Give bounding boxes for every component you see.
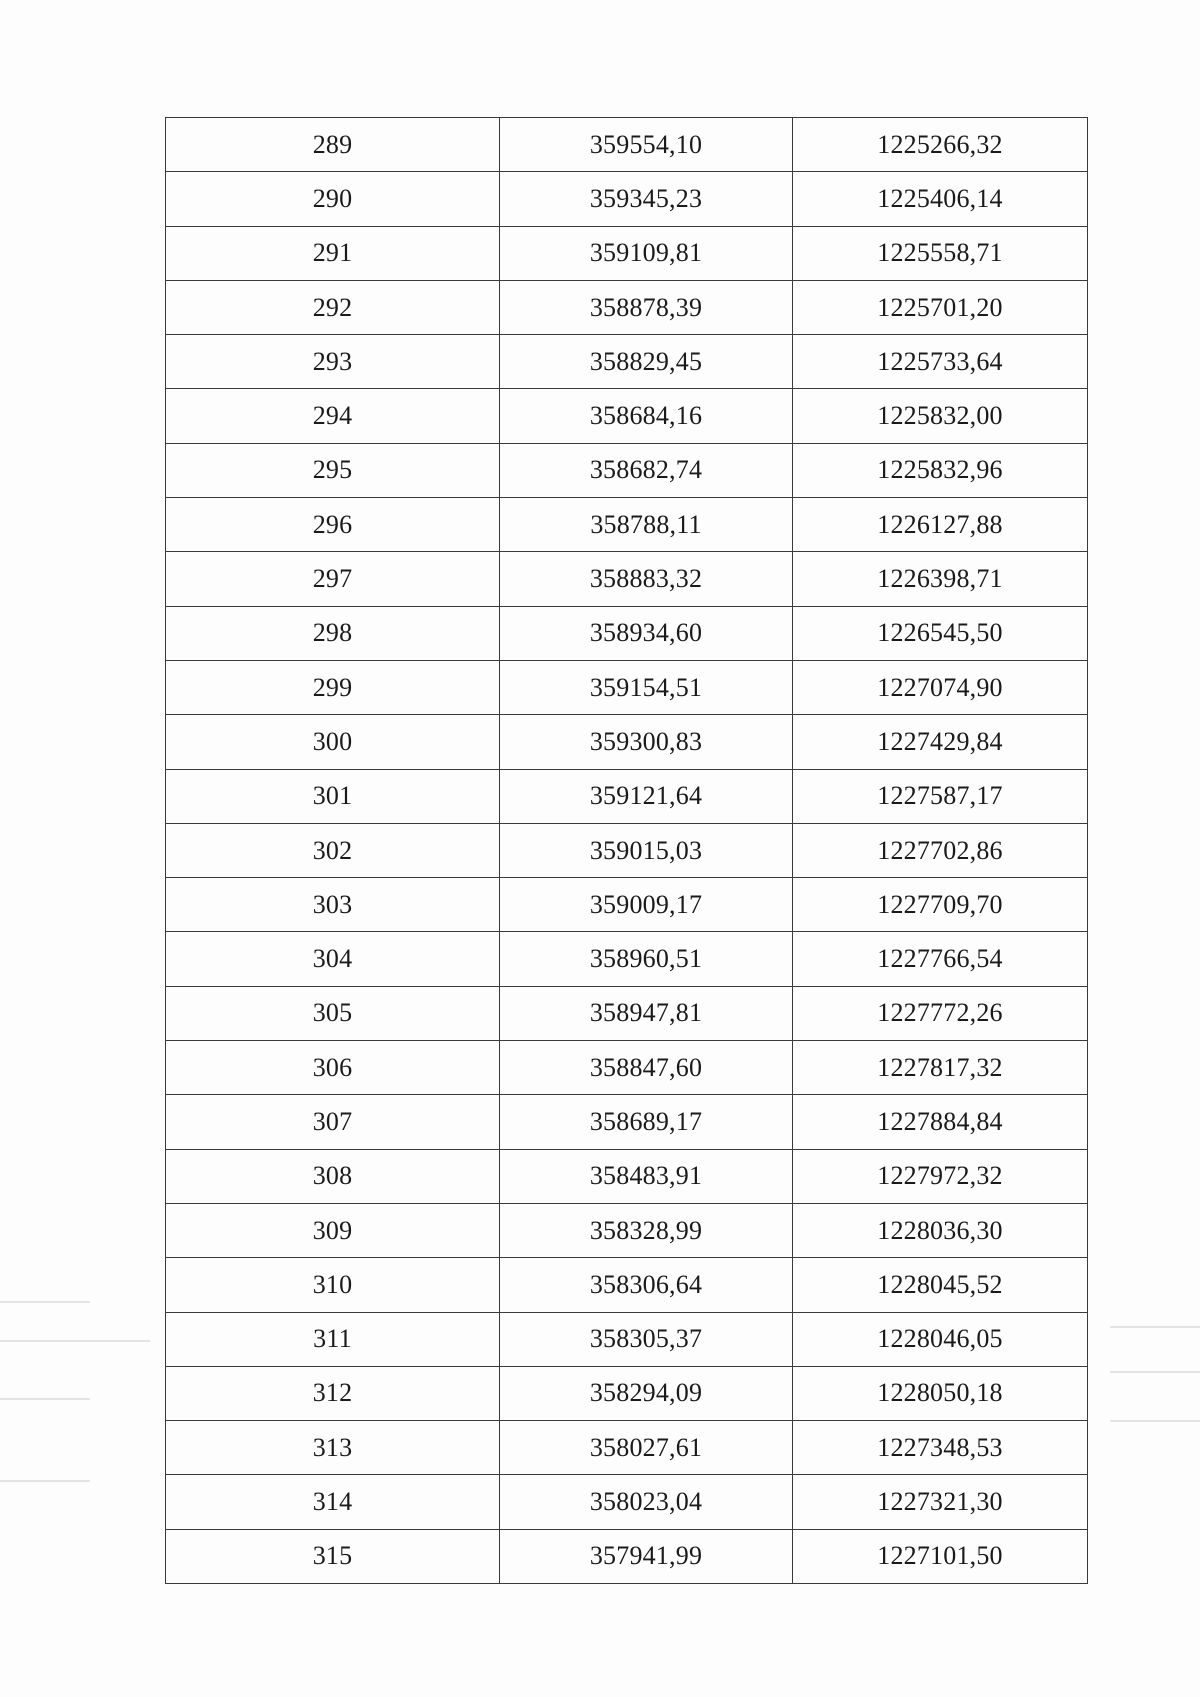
x-coordinate-cell: 359345,23 <box>500 172 793 226</box>
y-coordinate-cell: 1227817,32 <box>793 1041 1088 1095</box>
x-coordinate-cell: 358682,74 <box>500 443 793 497</box>
point-number-cell: 307 <box>166 1095 500 1149</box>
y-coordinate-cell: 1226545,50 <box>793 606 1088 660</box>
x-coordinate-cell: 358878,39 <box>500 280 793 334</box>
point-number-cell: 315 <box>166 1529 500 1583</box>
y-coordinate-cell: 1227101,50 <box>793 1529 1088 1583</box>
table-row <box>166 443 1088 497</box>
table-row <box>166 389 1088 443</box>
point-number-cell: 295 <box>166 443 500 497</box>
y-coordinate-cell: 1225733,64 <box>793 335 1088 389</box>
scan-artifact <box>0 1480 90 1482</box>
x-coordinate-cell: 358027,61 <box>500 1421 793 1475</box>
y-coordinate-cell: 1227709,70 <box>793 878 1088 932</box>
x-coordinate-cell: 359554,10 <box>500 118 793 172</box>
point-number-cell: 297 <box>166 552 500 606</box>
x-coordinate-cell: 358023,04 <box>500 1475 793 1529</box>
table-row <box>166 715 1088 769</box>
point-number-cell: 301 <box>166 769 500 823</box>
y-coordinate-cell: 1227074,90 <box>793 660 1088 714</box>
table-row <box>166 280 1088 334</box>
scan-artifact <box>0 1301 90 1303</box>
y-coordinate-cell: 1226127,88 <box>793 498 1088 552</box>
point-number-cell: 312 <box>166 1366 500 1420</box>
point-number-cell: 302 <box>166 823 500 877</box>
y-coordinate-cell: 1225701,20 <box>793 280 1088 334</box>
table-row <box>166 1041 1088 1095</box>
x-coordinate-cell: 359015,03 <box>500 823 793 877</box>
x-coordinate-cell: 358960,51 <box>500 932 793 986</box>
point-number-cell: 299 <box>166 660 500 714</box>
point-number-cell: 289 <box>166 118 500 172</box>
table-row <box>166 498 1088 552</box>
table-row <box>166 1475 1088 1529</box>
point-number-cell: 303 <box>166 878 500 932</box>
y-coordinate-cell: 1228050,18 <box>793 1366 1088 1420</box>
y-coordinate-cell: 1227348,53 <box>793 1421 1088 1475</box>
point-number-cell: 311 <box>166 1312 500 1366</box>
x-coordinate-cell: 359121,64 <box>500 769 793 823</box>
x-coordinate-cell: 358305,37 <box>500 1312 793 1366</box>
x-coordinate-cell: 358294,09 <box>500 1366 793 1420</box>
table-row <box>166 1421 1088 1475</box>
table-row <box>166 118 1088 172</box>
x-coordinate-cell: 358947,81 <box>500 986 793 1040</box>
y-coordinate-cell: 1227321,30 <box>793 1475 1088 1529</box>
table-row <box>166 1529 1088 1583</box>
y-coordinate-cell: 1228046,05 <box>793 1312 1088 1366</box>
y-coordinate-cell: 1228036,30 <box>793 1203 1088 1257</box>
table-row <box>166 1312 1088 1366</box>
x-coordinate-cell: 358788,11 <box>500 498 793 552</box>
x-coordinate-cell: 358689,17 <box>500 1095 793 1149</box>
y-coordinate-cell: 1225266,32 <box>793 118 1088 172</box>
table-row <box>166 1095 1088 1149</box>
point-number-cell: 291 <box>166 226 500 280</box>
y-coordinate-cell: 1227429,84 <box>793 715 1088 769</box>
table-row <box>166 1203 1088 1257</box>
x-coordinate-cell: 357941,99 <box>500 1529 793 1583</box>
coordinates-table-body <box>166 118 1088 1584</box>
point-number-cell: 294 <box>166 389 500 443</box>
point-number-cell: 296 <box>166 498 500 552</box>
table-row <box>166 1366 1088 1420</box>
table-row <box>166 606 1088 660</box>
point-number-cell: 314 <box>166 1475 500 1529</box>
y-coordinate-cell: 1225406,14 <box>793 172 1088 226</box>
y-coordinate-cell: 1225832,96 <box>793 443 1088 497</box>
y-coordinate-cell: 1225832,00 <box>793 389 1088 443</box>
y-coordinate-cell: 1228045,52 <box>793 1258 1088 1312</box>
table-row <box>166 986 1088 1040</box>
point-number-cell: 310 <box>166 1258 500 1312</box>
table-row <box>166 335 1088 389</box>
scan-artifact <box>1110 1371 1200 1373</box>
table-row <box>166 552 1088 606</box>
table-row <box>166 172 1088 226</box>
y-coordinate-cell: 1227972,32 <box>793 1149 1088 1203</box>
point-number-cell: 308 <box>166 1149 500 1203</box>
y-coordinate-cell: 1227772,26 <box>793 986 1088 1040</box>
point-number-cell: 300 <box>166 715 500 769</box>
x-coordinate-cell: 358829,45 <box>500 335 793 389</box>
table-row <box>166 1258 1088 1312</box>
x-coordinate-cell: 358483,91 <box>500 1149 793 1203</box>
x-coordinate-cell: 358847,60 <box>500 1041 793 1095</box>
y-coordinate-cell: 1227587,17 <box>793 769 1088 823</box>
coordinates-table <box>165 117 1088 1584</box>
table-row <box>166 1149 1088 1203</box>
x-coordinate-cell: 359154,51 <box>500 660 793 714</box>
point-number-cell: 305 <box>166 986 500 1040</box>
x-coordinate-cell: 359300,83 <box>500 715 793 769</box>
point-number-cell: 290 <box>166 172 500 226</box>
x-coordinate-cell: 358306,64 <box>500 1258 793 1312</box>
y-coordinate-cell: 1226398,71 <box>793 552 1088 606</box>
table-row <box>166 823 1088 877</box>
point-number-cell: 313 <box>166 1421 500 1475</box>
table-row <box>166 769 1088 823</box>
point-number-cell: 309 <box>166 1203 500 1257</box>
point-number-cell: 298 <box>166 606 500 660</box>
scan-artifact <box>0 1340 150 1342</box>
point-number-cell: 306 <box>166 1041 500 1095</box>
scan-artifact <box>1110 1420 1200 1422</box>
scan-artifact <box>0 1398 90 1400</box>
point-number-cell: 304 <box>166 932 500 986</box>
x-coordinate-cell: 359009,17 <box>500 878 793 932</box>
y-coordinate-cell: 1225558,71 <box>793 226 1088 280</box>
x-coordinate-cell: 358934,60 <box>500 606 793 660</box>
table-row <box>166 660 1088 714</box>
x-coordinate-cell: 359109,81 <box>500 226 793 280</box>
x-coordinate-cell: 358328,99 <box>500 1203 793 1257</box>
table-row <box>166 878 1088 932</box>
x-coordinate-cell: 358684,16 <box>500 389 793 443</box>
point-number-cell: 292 <box>166 280 500 334</box>
point-number-cell: 293 <box>166 335 500 389</box>
table-row <box>166 226 1088 280</box>
y-coordinate-cell: 1227884,84 <box>793 1095 1088 1149</box>
y-coordinate-cell: 1227766,54 <box>793 932 1088 986</box>
scan-artifact <box>1110 1326 1200 1328</box>
y-coordinate-cell: 1227702,86 <box>793 823 1088 877</box>
x-coordinate-cell: 358883,32 <box>500 552 793 606</box>
table-row <box>166 932 1088 986</box>
